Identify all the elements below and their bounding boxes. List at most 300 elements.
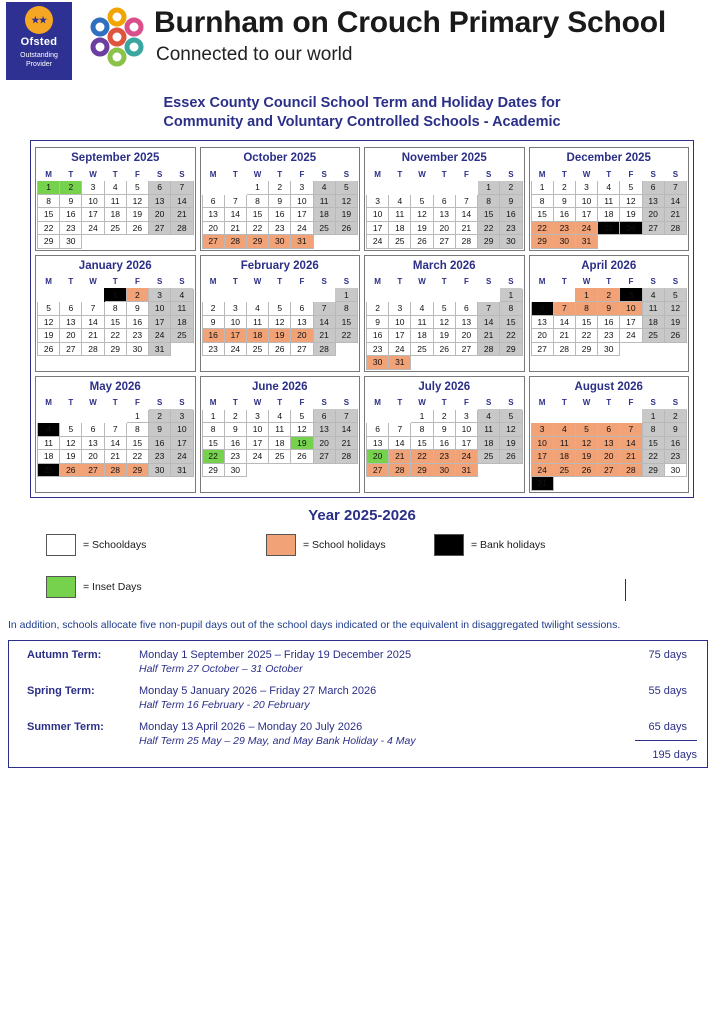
day-cell[interactable]: 15	[411, 436, 433, 450]
day-cell[interactable]: 20	[149, 208, 171, 222]
day-cell[interactable]: 20	[531, 329, 553, 343]
day-cell[interactable]: 25	[642, 329, 664, 343]
day-cell[interactable]: 18	[478, 436, 500, 450]
day-cell[interactable]: 6	[149, 181, 171, 195]
day-cell[interactable]: 24	[367, 235, 389, 249]
day-cell[interactable]: 19	[291, 436, 313, 450]
day-cell[interactable]: 3	[389, 302, 411, 316]
day-cell[interactable]: 26	[664, 329, 686, 343]
day-cell[interactable]: 31	[575, 235, 597, 249]
day-cell[interactable]: 31	[149, 342, 171, 356]
day-cell[interactable]: 13	[433, 208, 455, 222]
day-cell[interactable]: 11	[598, 194, 620, 208]
day-cell[interactable]: 10	[389, 315, 411, 329]
day-cell[interactable]: 21	[82, 329, 104, 343]
day-cell[interactable]: 18	[246, 329, 268, 343]
day-cell[interactable]: 6	[642, 181, 664, 195]
day-cell[interactable]: 17	[171, 436, 193, 450]
day-cell[interactable]: 12	[269, 315, 291, 329]
day-cell[interactable]: 11	[478, 423, 500, 437]
day-cell[interactable]: 13	[291, 315, 313, 329]
day-cell[interactable]: 23	[664, 450, 686, 464]
day-cell[interactable]: 15	[104, 315, 126, 329]
day-cell[interactable]: 4	[313, 181, 335, 195]
day-cell[interactable]: 24	[455, 450, 477, 464]
day-cell[interactable]: 17	[531, 450, 553, 464]
day-cell[interactable]: 28	[104, 463, 126, 477]
day-cell[interactable]: 9	[60, 194, 82, 208]
day-cell[interactable]: 21	[553, 329, 575, 343]
day-cell[interactable]: 5	[500, 409, 522, 423]
day-cell[interactable]: 6	[291, 302, 313, 316]
day-cell[interactable]: 9	[149, 423, 171, 437]
day-cell[interactable]: 13	[60, 315, 82, 329]
day-cell[interactable]: 23	[598, 329, 620, 343]
day-cell[interactable]: 17	[389, 329, 411, 343]
day-cell[interactable]: 5	[575, 423, 597, 437]
day-cell[interactable]: 2	[598, 288, 620, 302]
day-cell[interactable]: 22	[411, 450, 433, 464]
day-cell[interactable]: 25	[38, 463, 60, 477]
day-cell[interactable]: 27	[82, 463, 104, 477]
day-cell[interactable]: 8	[500, 302, 522, 316]
day-cell[interactable]: 1	[202, 409, 224, 423]
day-cell[interactable]: 15	[246, 208, 268, 222]
day-cell[interactable]: 30	[269, 235, 291, 249]
day-cell[interactable]: 6	[367, 423, 389, 437]
day-cell[interactable]: 3	[224, 302, 246, 316]
day-cell[interactable]: 9	[367, 315, 389, 329]
day-cell[interactable]: 28	[224, 235, 246, 249]
day-cell[interactable]: 7	[478, 302, 500, 316]
day-cell[interactable]: 20	[642, 208, 664, 222]
day-cell[interactable]: 17	[82, 208, 104, 222]
day-cell[interactable]: 29	[246, 235, 268, 249]
day-cell[interactable]: 28	[82, 342, 104, 356]
day-cell[interactable]: 21	[104, 450, 126, 464]
day-cell[interactable]: 28	[171, 221, 193, 235]
day-cell[interactable]: 15	[335, 315, 357, 329]
day-cell[interactable]: 11	[171, 302, 193, 316]
day-cell[interactable]: 5	[664, 288, 686, 302]
day-cell[interactable]: 22	[642, 450, 664, 464]
day-cell[interactable]: 5	[620, 181, 642, 195]
day-cell[interactable]: 1	[126, 409, 148, 423]
day-cell[interactable]: 17	[620, 315, 642, 329]
day-cell[interactable]: 26	[291, 450, 313, 464]
day-cell[interactable]: 15	[500, 315, 522, 329]
day-cell[interactable]: 26	[38, 342, 60, 356]
day-cell[interactable]: 8	[411, 423, 433, 437]
day-cell[interactable]: 30	[433, 463, 455, 477]
day-cell[interactable]: 4	[246, 302, 268, 316]
day-cell[interactable]: 17	[149, 315, 171, 329]
day-cell[interactable]: 25	[389, 235, 411, 249]
day-cell[interactable]: 1	[642, 409, 664, 423]
day-cell[interactable]: 15	[531, 208, 553, 222]
day-cell[interactable]: 2	[149, 409, 171, 423]
day-cell[interactable]: 7	[553, 302, 575, 316]
day-cell[interactable]: 1	[335, 288, 357, 302]
day-cell[interactable]: 30	[126, 342, 148, 356]
day-cell[interactable]: 8	[126, 423, 148, 437]
day-cell[interactable]: 9	[224, 423, 246, 437]
day-cell[interactable]: 9	[202, 315, 224, 329]
day-cell[interactable]: 3	[171, 409, 193, 423]
day-cell[interactable]: 4	[553, 423, 575, 437]
day-cell[interactable]: 23	[367, 342, 389, 356]
day-cell[interactable]: 3	[531, 423, 553, 437]
day-cell[interactable]: 16	[269, 208, 291, 222]
day-cell[interactable]: 29	[104, 342, 126, 356]
day-cell[interactable]: 22	[335, 329, 357, 343]
day-cell[interactable]: 24	[291, 221, 313, 235]
day-cell[interactable]: 17	[291, 208, 313, 222]
day-cell[interactable]: 8	[104, 302, 126, 316]
day-cell[interactable]: 26	[335, 221, 357, 235]
day-cell[interactable]: 11	[389, 208, 411, 222]
day-cell[interactable]: 3	[82, 181, 104, 195]
day-cell[interactable]: 1	[246, 181, 268, 195]
day-cell[interactable]: 10	[149, 302, 171, 316]
day-cell[interactable]: 19	[38, 329, 60, 343]
day-cell[interactable]: 7	[313, 302, 335, 316]
day-cell[interactable]: 8	[642, 423, 664, 437]
day-cell[interactable]: 28	[313, 342, 335, 356]
day-cell[interactable]: 2	[500, 181, 522, 195]
day-cell[interactable]: 3	[575, 181, 597, 195]
day-cell[interactable]: 30	[664, 463, 686, 477]
day-cell[interactable]: 12	[575, 436, 597, 450]
day-cell[interactable]: 26	[575, 463, 597, 477]
day-cell[interactable]: 7	[104, 423, 126, 437]
day-cell[interactable]: 21	[478, 329, 500, 343]
day-cell[interactable]: 11	[38, 436, 60, 450]
day-cell[interactable]: 26	[411, 235, 433, 249]
day-cell[interactable]: 19	[620, 208, 642, 222]
day-cell[interactable]: 31	[389, 356, 411, 370]
day-cell[interactable]: 2	[664, 409, 686, 423]
day-cell[interactable]: 15	[202, 436, 224, 450]
day-cell[interactable]: 29	[126, 463, 148, 477]
day-cell[interactable]: 25	[553, 463, 575, 477]
day-cell[interactable]: 21	[620, 450, 642, 464]
day-cell[interactable]: 3	[367, 194, 389, 208]
day-cell[interactable]: 27	[202, 235, 224, 249]
day-cell[interactable]: 14	[82, 315, 104, 329]
day-cell[interactable]: 6	[598, 423, 620, 437]
day-cell[interactable]: 19	[575, 450, 597, 464]
day-cell[interactable]: 27	[60, 342, 82, 356]
day-cell[interactable]: 29	[575, 342, 597, 356]
day-cell[interactable]: 22	[126, 450, 148, 464]
day-cell[interactable]: 14	[478, 315, 500, 329]
day-cell[interactable]: 12	[500, 423, 522, 437]
day-cell[interactable]: 28	[389, 463, 411, 477]
day-cell[interactable]: 27	[642, 221, 664, 235]
day-cell[interactable]: 14	[620, 436, 642, 450]
day-cell[interactable]: 8	[478, 194, 500, 208]
day-cell[interactable]: 25	[478, 450, 500, 464]
day-cell[interactable]: 10	[246, 423, 268, 437]
day-cell[interactable]: 20	[60, 329, 82, 343]
day-cell[interactable]: 31	[455, 463, 477, 477]
day-cell[interactable]: 5	[126, 181, 148, 195]
day-cell[interactable]: 10	[531, 436, 553, 450]
day-cell[interactable]: 4	[171, 288, 193, 302]
day-cell[interactable]: 27	[455, 342, 477, 356]
day-cell[interactable]: 30	[149, 463, 171, 477]
day-cell[interactable]: 28	[553, 342, 575, 356]
day-cell[interactable]: 1	[531, 181, 553, 195]
day-cell[interactable]: 10	[171, 423, 193, 437]
day-cell[interactable]: 31	[531, 477, 553, 491]
day-cell[interactable]: 11	[104, 194, 126, 208]
day-cell[interactable]: 26	[500, 450, 522, 464]
day-cell[interactable]: 8	[575, 302, 597, 316]
day-cell[interactable]: 10	[367, 208, 389, 222]
day-cell[interactable]: 24	[82, 221, 104, 235]
day-cell[interactable]: 18	[269, 436, 291, 450]
day-cell[interactable]: 1	[411, 409, 433, 423]
day-cell[interactable]: 27	[433, 235, 455, 249]
day-cell[interactable]: 24	[389, 342, 411, 356]
day-cell[interactable]: 29	[202, 463, 224, 477]
day-cell[interactable]: 22	[575, 329, 597, 343]
day-cell[interactable]: 4	[411, 302, 433, 316]
day-cell[interactable]: 6	[202, 194, 224, 208]
day-cell[interactable]: 11	[642, 302, 664, 316]
day-cell[interactable]: 19	[664, 315, 686, 329]
day-cell[interactable]: 6	[82, 423, 104, 437]
day-cell[interactable]: 12	[60, 436, 82, 450]
day-cell[interactable]: 14	[313, 315, 335, 329]
day-cell[interactable]: 22	[38, 221, 60, 235]
day-cell[interactable]: 12	[335, 194, 357, 208]
day-cell[interactable]: 7	[620, 423, 642, 437]
day-cell[interactable]: 10	[82, 194, 104, 208]
day-cell[interactable]: 27	[598, 463, 620, 477]
day-cell[interactable]: 25	[171, 329, 193, 343]
day-cell[interactable]: 27	[367, 463, 389, 477]
day-cell[interactable]: 2	[224, 409, 246, 423]
day-cell[interactable]: 8	[335, 302, 357, 316]
day-cell[interactable]: 10	[291, 194, 313, 208]
day-cell[interactable]: 15	[38, 208, 60, 222]
day-cell[interactable]: 27	[313, 450, 335, 464]
day-cell[interactable]: 25	[313, 221, 335, 235]
day-cell[interactable]: 2	[433, 409, 455, 423]
day-cell[interactable]: 23	[126, 329, 148, 343]
day-cell[interactable]: 8	[38, 194, 60, 208]
day-cell[interactable]: 16	[500, 208, 522, 222]
day-cell[interactable]: 18	[171, 315, 193, 329]
day-cell[interactable]: 12	[411, 208, 433, 222]
day-cell[interactable]: 23	[224, 450, 246, 464]
day-cell[interactable]: 10	[455, 423, 477, 437]
day-cell[interactable]: 5	[411, 194, 433, 208]
day-cell[interactable]: 21	[455, 221, 477, 235]
day-cell[interactable]: 13	[531, 315, 553, 329]
day-cell[interactable]: 13	[367, 436, 389, 450]
day-cell[interactable]: 19	[335, 208, 357, 222]
day-cell[interactable]: 18	[411, 329, 433, 343]
day-cell[interactable]: 17	[367, 221, 389, 235]
day-cell[interactable]: 26	[126, 221, 148, 235]
day-cell[interactable]: 18	[553, 450, 575, 464]
day-cell[interactable]: 30	[553, 235, 575, 249]
day-cell[interactable]: 11	[553, 436, 575, 450]
day-cell[interactable]: 28	[664, 221, 686, 235]
day-cell[interactable]: 24	[531, 463, 553, 477]
day-cell[interactable]: 22	[478, 221, 500, 235]
day-cell[interactable]: 7	[664, 181, 686, 195]
day-cell[interactable]: 30	[60, 235, 82, 249]
day-cell[interactable]: 31	[171, 463, 193, 477]
day-cell[interactable]: 3	[246, 409, 268, 423]
day-cell[interactable]: 14	[104, 436, 126, 450]
day-cell[interactable]: 11	[246, 315, 268, 329]
day-cell[interactable]: 23	[433, 450, 455, 464]
day-cell[interactable]: 16	[367, 329, 389, 343]
day-cell[interactable]: 3	[455, 409, 477, 423]
day-cell[interactable]: 28	[455, 235, 477, 249]
day-cell[interactable]: 15	[642, 436, 664, 450]
day-cell[interactable]: 12	[433, 315, 455, 329]
day-cell[interactable]: 16	[149, 436, 171, 450]
day-cell[interactable]: 8	[531, 194, 553, 208]
day-cell[interactable]: 21	[664, 208, 686, 222]
day-cell[interactable]: 27	[149, 221, 171, 235]
day-cell[interactable]: 25	[104, 221, 126, 235]
day-cell[interactable]: 7	[224, 194, 246, 208]
day-cell[interactable]: 21	[313, 329, 335, 343]
day-cell[interactable]: 7	[335, 409, 357, 423]
day-cell[interactable]: 22	[246, 221, 268, 235]
day-cell[interactable]: 19	[269, 329, 291, 343]
day-cell[interactable]: 2	[126, 288, 148, 302]
day-cell[interactable]: 20	[313, 436, 335, 450]
day-cell[interactable]: 22	[202, 450, 224, 464]
day-cell[interactable]: 21	[335, 436, 357, 450]
day-cell[interactable]: 10	[224, 315, 246, 329]
day-cell[interactable]: 29	[411, 463, 433, 477]
day-cell[interactable]: 20	[433, 221, 455, 235]
day-cell[interactable]: 13	[202, 208, 224, 222]
day-cell[interactable]: 6	[433, 194, 455, 208]
day-cell[interactable]: 19	[411, 221, 433, 235]
day-cell[interactable]: 7	[389, 423, 411, 437]
day-cell[interactable]: 1	[104, 288, 126, 302]
day-cell[interactable]: 8	[246, 194, 268, 208]
day-cell[interactable]: 4	[269, 409, 291, 423]
day-cell[interactable]: 25	[598, 221, 620, 235]
day-cell[interactable]: 17	[575, 208, 597, 222]
day-cell[interactable]: 22	[531, 221, 553, 235]
day-cell[interactable]: 30	[224, 463, 246, 477]
day-cell[interactable]: 30	[598, 342, 620, 356]
day-cell[interactable]: 19	[60, 450, 82, 464]
day-cell[interactable]: 18	[642, 315, 664, 329]
day-cell[interactable]: 17	[246, 436, 268, 450]
day-cell[interactable]: 24	[620, 329, 642, 343]
day-cell[interactable]: 2	[367, 302, 389, 316]
day-cell[interactable]: 13	[642, 194, 664, 208]
day-cell[interactable]: 23	[60, 221, 82, 235]
day-cell[interactable]: 7	[82, 302, 104, 316]
day-cell[interactable]: 25	[246, 342, 268, 356]
day-cell[interactable]: 24	[246, 450, 268, 464]
day-cell[interactable]: 5	[335, 181, 357, 195]
day-cell[interactable]: 14	[224, 208, 246, 222]
day-cell[interactable]: 29	[500, 342, 522, 356]
day-cell[interactable]: 17	[224, 329, 246, 343]
day-cell[interactable]: 26	[60, 463, 82, 477]
day-cell[interactable]: 11	[313, 194, 335, 208]
day-cell[interactable]: 31	[291, 235, 313, 249]
day-cell[interactable]: 16	[202, 329, 224, 343]
day-cell[interactable]: 28	[620, 463, 642, 477]
day-cell[interactable]: 19	[126, 208, 148, 222]
day-cell[interactable]: 18	[313, 208, 335, 222]
day-cell[interactable]: 3	[620, 288, 642, 302]
day-cell[interactable]: 12	[126, 194, 148, 208]
day-cell[interactable]: 24	[224, 342, 246, 356]
day-cell[interactable]: 15	[126, 436, 148, 450]
day-cell[interactable]: 16	[224, 436, 246, 450]
day-cell[interactable]: 23	[500, 221, 522, 235]
day-cell[interactable]: 16	[664, 436, 686, 450]
day-cell[interactable]: 5	[269, 302, 291, 316]
day-cell[interactable]: 14	[553, 315, 575, 329]
day-cell[interactable]: 10	[620, 302, 642, 316]
day-cell[interactable]: 23	[269, 221, 291, 235]
day-cell[interactable]: 20	[367, 450, 389, 464]
day-cell[interactable]: 1	[500, 288, 522, 302]
day-cell[interactable]: 18	[389, 221, 411, 235]
day-cell[interactable]: 18	[38, 450, 60, 464]
day-cell[interactable]: 2	[202, 302, 224, 316]
day-cell[interactable]: 3	[149, 288, 171, 302]
day-cell[interactable]: 2	[269, 181, 291, 195]
day-cell[interactable]: 23	[202, 342, 224, 356]
day-cell[interactable]: 20	[598, 450, 620, 464]
day-cell[interactable]: 26	[620, 221, 642, 235]
day-cell[interactable]: 19	[433, 329, 455, 343]
day-cell[interactable]: 27	[531, 342, 553, 356]
day-cell[interactable]: 16	[126, 315, 148, 329]
day-cell[interactable]: 26	[269, 342, 291, 356]
day-cell[interactable]: 17	[455, 436, 477, 450]
day-cell[interactable]: 29	[38, 235, 60, 249]
day-cell[interactable]: 14	[455, 208, 477, 222]
day-cell[interactable]: 29	[642, 463, 664, 477]
day-cell[interactable]: 20	[455, 329, 477, 343]
day-cell[interactable]: 14	[335, 423, 357, 437]
day-cell[interactable]: 24	[575, 221, 597, 235]
day-cell[interactable]: 16	[60, 208, 82, 222]
day-cell[interactable]: 8	[202, 423, 224, 437]
day-cell[interactable]: 6	[313, 409, 335, 423]
day-cell[interactable]: 15	[575, 315, 597, 329]
day-cell[interactable]: 14	[171, 194, 193, 208]
day-cell[interactable]: 1	[478, 181, 500, 195]
day-cell[interactable]: 16	[433, 436, 455, 450]
day-cell[interactable]: 9	[553, 194, 575, 208]
day-cell[interactable]: 12	[620, 194, 642, 208]
day-cell[interactable]: 23	[149, 450, 171, 464]
day-cell[interactable]: 20	[82, 450, 104, 464]
